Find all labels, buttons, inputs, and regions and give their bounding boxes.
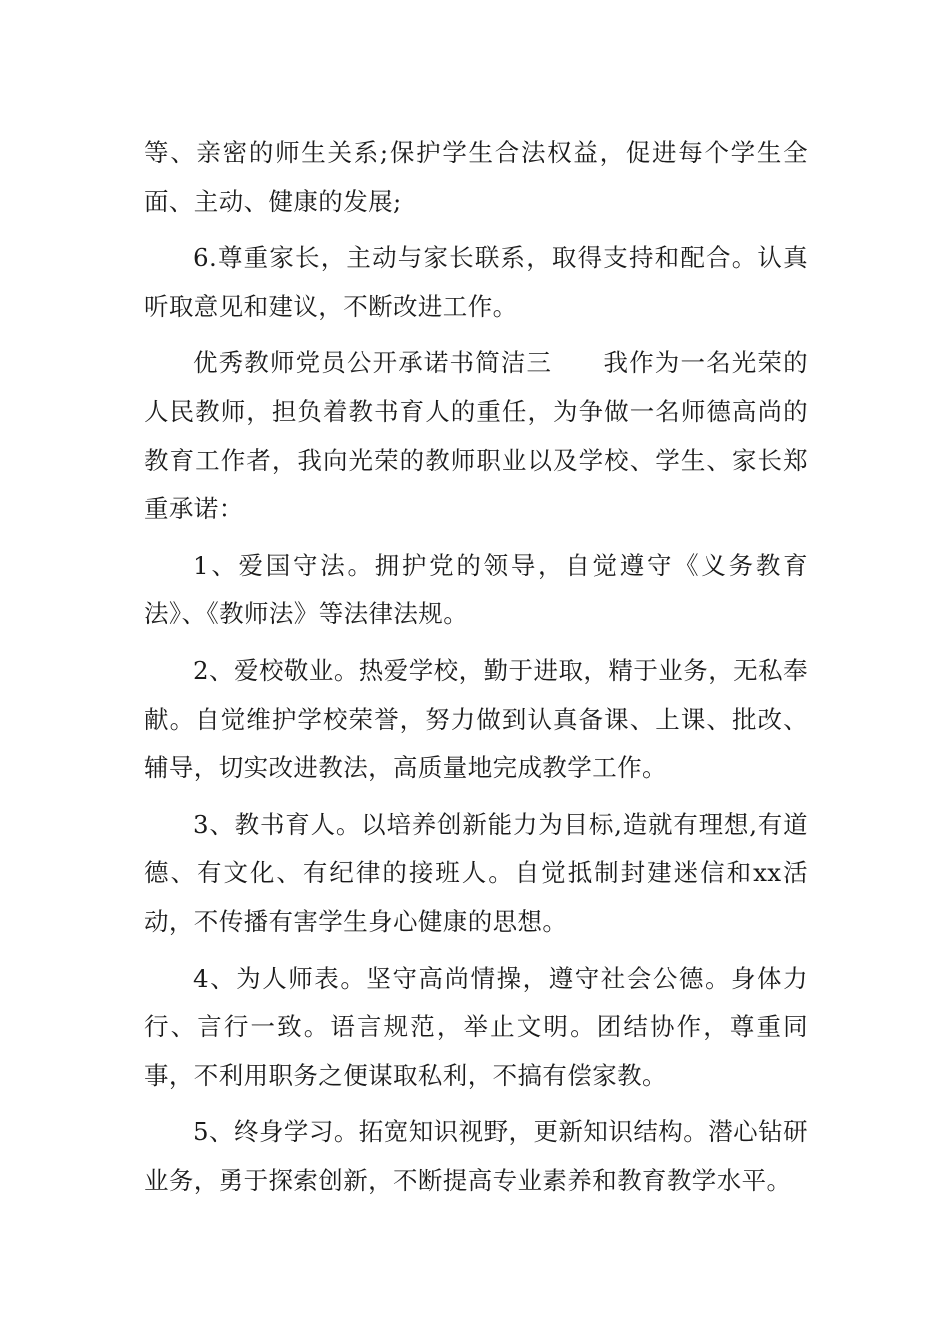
paragraph-item-5: 5、终身学习。拓宽知识视野，更新知识结构。潜心钻研业务，勇于探索创新，不断提高专业素养和教育教学水平。	[144, 1117, 808, 1195]
paragraph-item-2: 2、爱校敬业。热爱学校，勤于进取，精于业务，无私奉献。自觉维护学校荣誉，努力做到认真备课、上课、批改、辅导，切实改进教法，高质量地完成教学工作。	[144, 655, 808, 783]
paragraph-item-3: 3、教书育人。以培养创新能力为目标,造就有理想,有道德、有文化、有纪律的接班人。自觉抵制封建迷信和xx活动，不传播有害学生身心健康的思想。	[144, 809, 808, 936]
paragraph-continuation: 等、亲密的师生关系;保护学生合法权益，促进每个学生全面、主动、健康的发展;	[144, 138, 808, 216]
paragraph-section-three-intro: 优秀教师党员公开承诺书简洁三 我作为一名光荣的人民教师，担负着教书育人的重任，为争做一名师德高尚的教育工作者，我向光荣的教师职业以及学校、学生、家长郑重承诺：	[144, 348, 808, 524]
paragraph-item-6: 6.尊重家长，主动与家长联系，取得支持和配合。认真听取意见和建议，不断改进工作。	[144, 243, 808, 321]
paragraph-item-1: 1、爱国守法。拥护党的领导，自觉遵守《义务教育法》、《教师法》等法律法规。	[144, 550, 808, 629]
document-body	[144, 129, 808, 1213]
paragraph-item-4: 4、为人师表。坚守高尚情操，遵守社会公德。身体力行、言行一致。语言规范，举止文明。团结协作，尊重同事，不利用职务之便谋取私利，不搞有偿家教。	[144, 963, 808, 1090]
